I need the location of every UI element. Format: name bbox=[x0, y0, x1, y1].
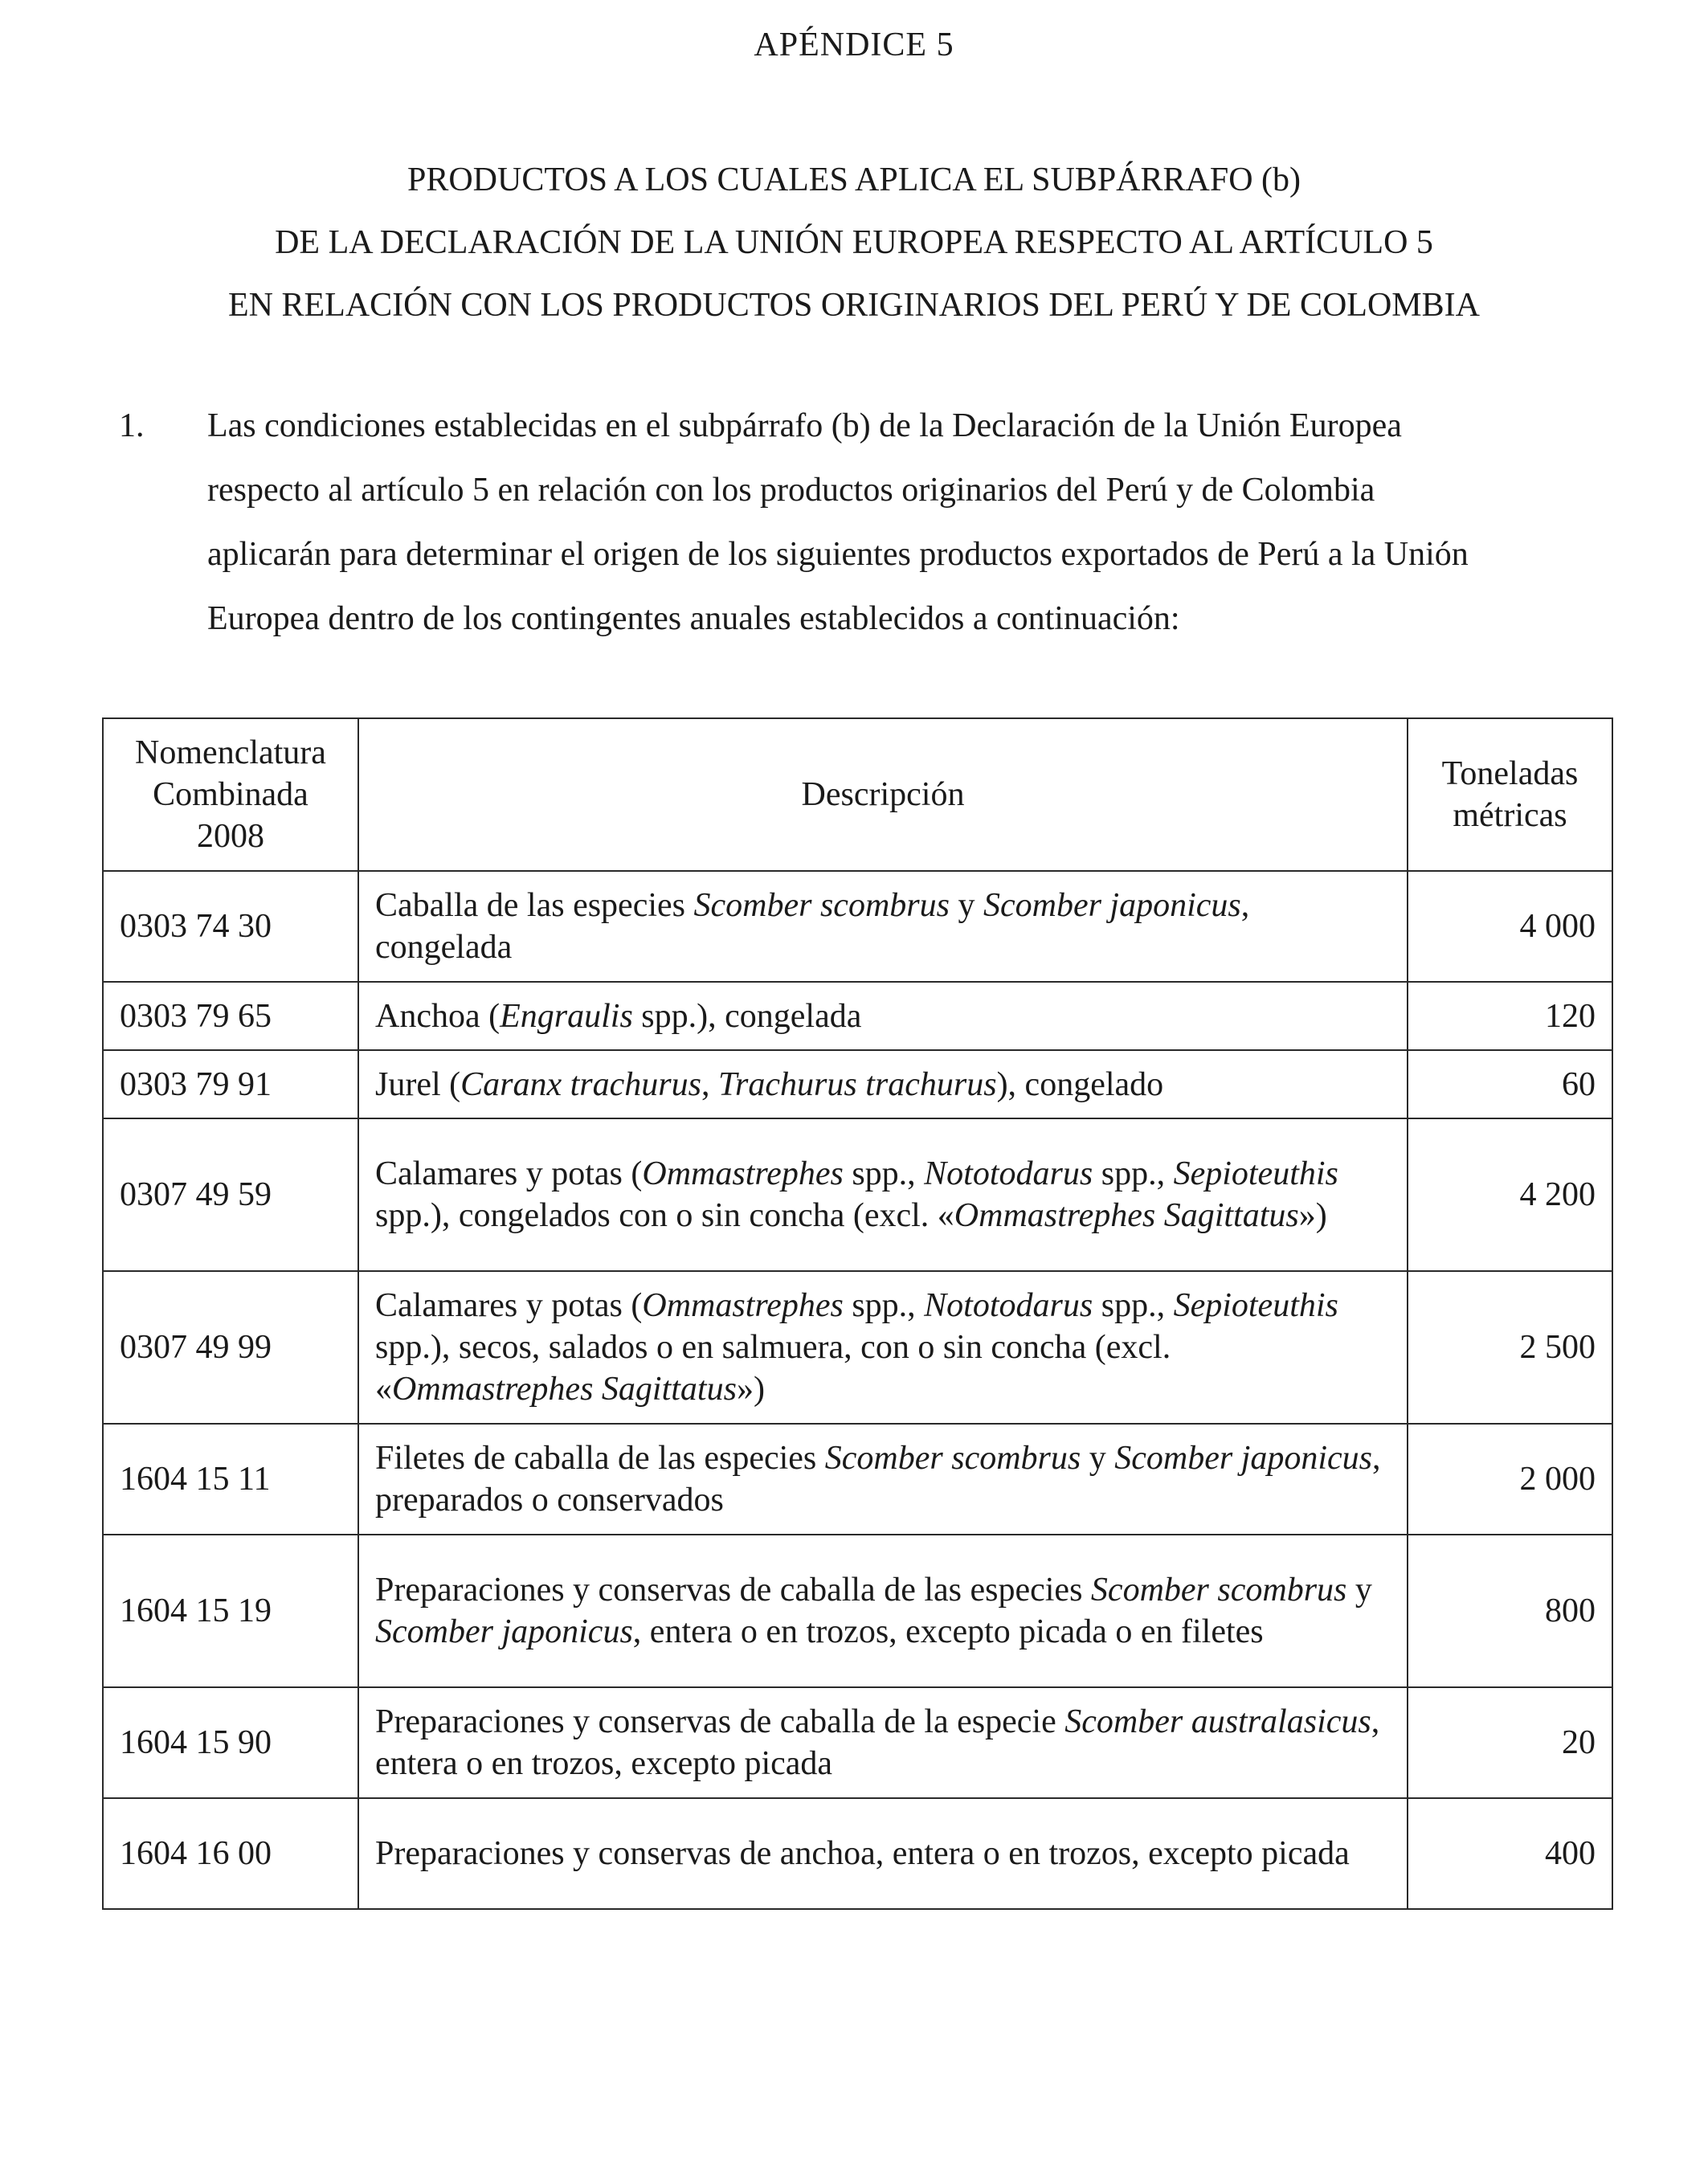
header-code-line: 2008 bbox=[197, 818, 264, 855]
tonnes-cell: 4 200 bbox=[1408, 1118, 1612, 1271]
description-cell bbox=[358, 1050, 1408, 1118]
description-cell bbox=[358, 982, 1408, 1050]
desc-text: Calamares y potas ( bbox=[375, 1155, 643, 1192]
species-name: Sepioteuthis bbox=[1173, 1287, 1338, 1324]
description-cell bbox=[358, 1271, 1408, 1424]
table-row bbox=[103, 1118, 1612, 1271]
table-row bbox=[103, 1271, 1612, 1424]
cn-code-cell: 1604 15 11 bbox=[103, 1424, 358, 1535]
desc-text: ), congelado bbox=[996, 1065, 1164, 1103]
cn-code-cell: 1604 16 00 bbox=[103, 1798, 358, 1909]
desc-text: , entera o en trozos, excepto picada bbox=[375, 1703, 1380, 1782]
species-name: Scomber japonicus bbox=[983, 887, 1241, 924]
header-description: Descripción bbox=[358, 718, 1408, 871]
table-row bbox=[103, 1050, 1612, 1118]
heading-line: DE LA DECLARACIÓN DE LA UNIÓN EUROPEA RESPECTO AL ARTÍCULO 5 bbox=[275, 224, 1433, 261]
species-name: Caranx trachurus bbox=[460, 1065, 701, 1103]
species-name: Scomber japonicus bbox=[1114, 1440, 1373, 1477]
desc-text: spp., bbox=[1093, 1155, 1174, 1192]
tonnes-cell: 120 bbox=[1408, 982, 1612, 1050]
paragraph-line: Las condiciones establecidas en el subpárrafo (b) de la Declaración de la Unión Europea bbox=[207, 407, 1402, 444]
description-cell bbox=[358, 1118, 1408, 1271]
tonnes-cell: 2 500 bbox=[1408, 1271, 1612, 1424]
species-name: Ommastrephes Sagittatus bbox=[954, 1197, 1299, 1234]
table-row bbox=[103, 871, 1612, 982]
desc-text: , congelada bbox=[375, 887, 1250, 966]
products-table bbox=[102, 717, 1613, 1910]
cn-code-cell: 0307 49 99 bbox=[103, 1271, 358, 1424]
paragraph-line: respecto al artículo 5 en relación con los productos originarios del Perú y de Colombia bbox=[207, 472, 1375, 509]
header-code bbox=[103, 718, 358, 871]
cn-code-cell: 0303 79 91 bbox=[103, 1050, 358, 1118]
table-row bbox=[103, 1424, 1612, 1535]
tonnes-cell: 400 bbox=[1408, 1798, 1612, 1909]
desc-text: , entera o en trozos, excepto picada o en filetes bbox=[632, 1613, 1264, 1650]
cn-code-cell: 0307 49 59 bbox=[103, 1118, 358, 1271]
appendix-title: APÉNDICE 5 bbox=[754, 27, 954, 63]
desc-text: Anchoa ( bbox=[375, 997, 501, 1035]
paragraph-text bbox=[207, 394, 1605, 651]
table-row bbox=[103, 1535, 1612, 1687]
heading-line: EN RELACIÓN CON LOS PRODUCTOS ORIGINARIOS DEL PERÚ Y DE COLOMBIA bbox=[228, 287, 1480, 324]
tonnes-cell: 800 bbox=[1408, 1535, 1612, 1687]
desc-text: y bbox=[949, 887, 983, 924]
tonnes-cell: 4 000 bbox=[1408, 871, 1612, 982]
species-name: Scomber scombrus bbox=[693, 887, 950, 924]
desc-text: , preparados o conservados bbox=[375, 1440, 1381, 1519]
desc-text: y bbox=[1346, 1572, 1372, 1609]
header-tonnes-line: Toneladas bbox=[1441, 755, 1579, 792]
desc-text: y bbox=[1081, 1440, 1115, 1477]
table-row bbox=[103, 1798, 1612, 1909]
species-name: Scomber japonicus bbox=[375, 1613, 633, 1650]
cn-code-cell: 1604 15 90 bbox=[103, 1687, 358, 1798]
header-code-line: Combinada bbox=[153, 776, 309, 813]
species-name: Engraulis bbox=[500, 997, 633, 1035]
desc-text: spp., bbox=[843, 1287, 925, 1324]
heading-line: PRODUCTOS A LOS CUALES APLICA EL SUBPÁRRAFO (b) bbox=[407, 161, 1301, 198]
tonnes-cell: 60 bbox=[1408, 1050, 1612, 1118]
desc-text: spp., bbox=[1093, 1287, 1174, 1324]
desc-text: Jurel ( bbox=[375, 1065, 461, 1103]
species-name: Ommastrephes bbox=[642, 1287, 844, 1324]
document-heading bbox=[0, 149, 1708, 337]
desc-text: Calamares y potas ( bbox=[375, 1287, 643, 1324]
description-cell bbox=[358, 871, 1408, 982]
species-name: Trachurus trachurus bbox=[718, 1065, 997, 1103]
desc-text: , bbox=[701, 1065, 718, 1103]
desc-text: Filetes de caballa de las especies bbox=[375, 1440, 825, 1477]
desc-text: Caballa de las especies bbox=[375, 887, 694, 924]
species-name: Scomber scombrus bbox=[824, 1440, 1081, 1477]
desc-text: Preparaciones y conservas de anchoa, entera o en trozos, excepto picada bbox=[375, 1835, 1350, 1872]
description-cell bbox=[358, 1687, 1408, 1798]
table-header-row bbox=[103, 718, 1612, 871]
desc-text: ») bbox=[736, 1371, 765, 1408]
desc-text: spp.), secos, salados o en salmuera, con o sin concha (excl. « bbox=[375, 1329, 1171, 1408]
cn-code-cell: 1604 15 19 bbox=[103, 1535, 358, 1687]
desc-text: Preparaciones y conservas de caballa de las especies bbox=[375, 1572, 1091, 1609]
desc-text: spp., bbox=[843, 1155, 925, 1192]
cn-code-cell: 0303 79 65 bbox=[103, 982, 358, 1050]
species-name: Ommastrephes bbox=[642, 1155, 844, 1192]
desc-text: Preparaciones y conservas de caballa de la especie bbox=[375, 1703, 1065, 1740]
species-name: Nototodarus bbox=[924, 1287, 1093, 1324]
tonnes-cell: 20 bbox=[1408, 1687, 1612, 1798]
header-tonnes bbox=[1408, 718, 1612, 871]
species-name: Nototodarus bbox=[924, 1155, 1093, 1192]
species-name: Sepioteuthis bbox=[1173, 1155, 1338, 1192]
paragraph-line: aplicarán para determinar el origen de los siguientes productos exportados de Perú a la Unión bbox=[207, 536, 1469, 573]
species-name: Scomber australasicus bbox=[1064, 1703, 1371, 1740]
table-row bbox=[103, 1687, 1612, 1798]
species-name: Scomber scombrus bbox=[1090, 1572, 1347, 1609]
table-row bbox=[103, 982, 1612, 1050]
cn-code-cell: 0303 74 30 bbox=[103, 871, 358, 982]
desc-text: spp.), congelados con o sin concha (excl. « bbox=[375, 1197, 954, 1234]
header-tonnes-line: métricas bbox=[1453, 797, 1567, 834]
description-cell bbox=[358, 1535, 1408, 1687]
paragraph-1 bbox=[119, 394, 1605, 651]
paragraph-line: Europea dentro de los contingentes anuales establecidos a continuación: bbox=[207, 600, 1180, 637]
description-cell bbox=[358, 1798, 1408, 1909]
desc-text: ») bbox=[1298, 1197, 1327, 1234]
tonnes-cell: 2 000 bbox=[1408, 1424, 1612, 1535]
desc-text: spp.), congelada bbox=[632, 997, 862, 1035]
species-name: Ommastrephes Sagittatus bbox=[392, 1371, 737, 1408]
paragraph-number: 1. bbox=[119, 407, 145, 444]
header-code-line: Nomenclatura bbox=[135, 734, 326, 771]
description-cell bbox=[358, 1424, 1408, 1535]
